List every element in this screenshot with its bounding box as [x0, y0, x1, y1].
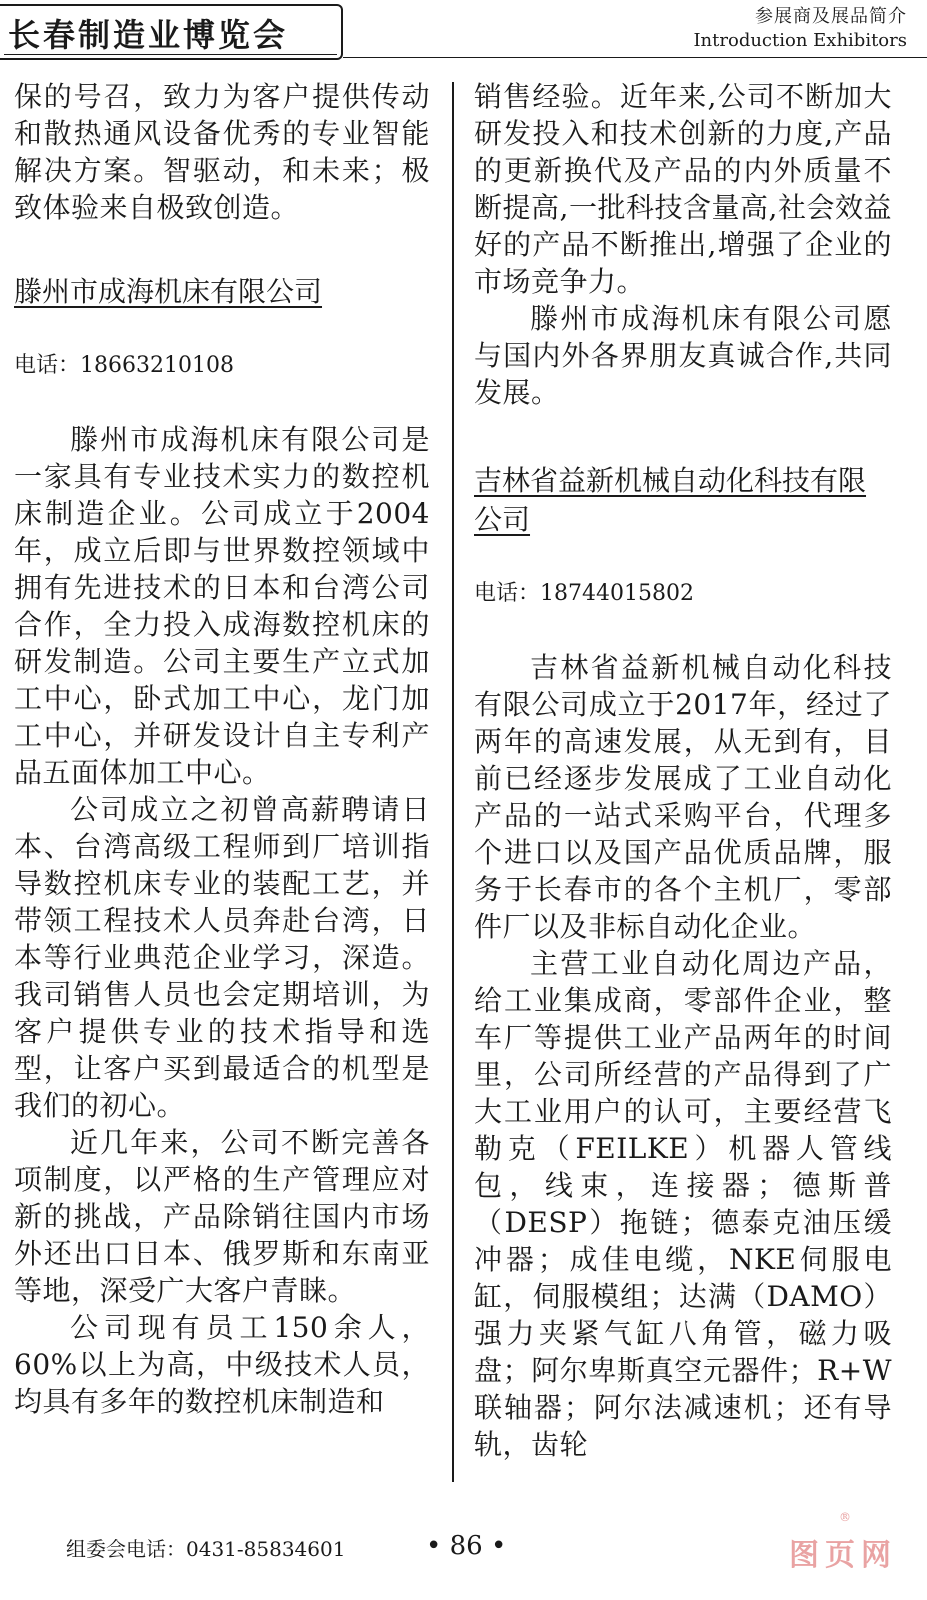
right-column [474, 78, 892, 1463]
company-paragraph: 滕州市成海机床有限公司是一家具有专业技术实力的数控机床制造企业。公司成立于2004年，成立后即与世界数控领域中拥有先进技术的日本和台湾公司合作，全力投入成海数控机床的研发制造。公司主要生产立式加工中心，卧式加工中心，龙门加工中心，并研发设计自主专利产品五面体加工中心。 [14, 423, 430, 789]
watermark-registered-mark: ® [839, 1510, 851, 1524]
company-paragraph: 公司现有员工150余人，60%以上为高，中级技术人员，均具有多年的数控机床制造和 [14, 1311, 430, 1418]
watermark-logo: 图页网 [789, 1538, 897, 1573]
left-column [14, 78, 430, 1420]
organizer-phone: 组委会电话：0431-85834601 [66, 1537, 346, 1561]
expo-title: 长春制造业博览会 [8, 16, 289, 54]
continued-paragraph: 销售经验。近年来,公司不断加大研发投入和技术创新的力度,产品的更新换代及产品的内外质量不断提高,一批科技含量高,社会效益好的产品不断推出,增强了企业的市场竞争力。 [474, 80, 892, 298]
section-title-en: Introduction Exhibitors [693, 30, 907, 51]
closing-paragraph: 滕州市成海机床有限公司愿与国内外各界朋友真诚合作,共同发展。 [474, 302, 892, 409]
company-paragraph: 吉林省益新机械自动化科技有限公司成立于2017年，经过了两年的高速发展，从无到有，目前已经逐步发展成了工业自动化产品的一站式采购平台，代理多个进口以及国产品优质品牌，服务于长春市的各个主机厂，零部件厂以及非标自动化企业。 [474, 651, 892, 943]
column-divider [452, 82, 454, 1482]
company-phone: 电话：18744015802 [474, 581, 694, 606]
company-name: 滕州市成海机床有限公司 [14, 275, 323, 308]
section-title-zh: 参展商及展品简介 [755, 6, 907, 27]
header-brand-box [0, 4, 343, 60]
header-rule [343, 57, 927, 58]
page-number: • 86 • [426, 1531, 507, 1561]
company-paragraph: 公司成立之初曾高薪聘请日本、台湾高级工程师到厂培训指导数控机床专业的装配工艺，并带领工程技术人员奔赴台湾，日本等行业典范企业学习，深造。我司销售人员也会定期培训，为客户提供专业的技术指导和选型，让客户买到最适合的机型是我们的初心。 [14, 793, 430, 1122]
company-phone: 电话：18663210108 [14, 353, 234, 378]
continued-paragraph: 保的号召，致力为客户提供传动和散热通风设备优秀的专业智能解决方案。智驱动，和未来；极致体验来自极致创造。 [14, 80, 430, 224]
company-name: 吉林省益新机械自动化科技有限公司 [474, 464, 867, 536]
company-paragraph: 近几年来，公司不断完善各项制度，以严格的生产管理应对新的挑战，产品除销往国内市场外还出口日本、俄罗斯和东南亚等地，深受广大客户青睐。 [14, 1126, 430, 1307]
company-paragraph: 主营工业自动化周边产品，给工业集成商，零部件企业，整车厂等提供工业产品两年的时间里，公司所经营的产品得到了广大工业用户的认可，主要经营飞勒克（FEILKE）机器人管线包，线束，连接器；德斯普（DESP）拖链；德泰克油压缓冲器；成佳电缆，NKE伺服电缸，伺服模组；达满（DAMO）强力夹紧气缸八角管，磁力吸盘；阿尔卑斯真空元器件；R+W联轴器；阿尔法减速机；还有导轨，齿轮 [474, 947, 892, 1461]
